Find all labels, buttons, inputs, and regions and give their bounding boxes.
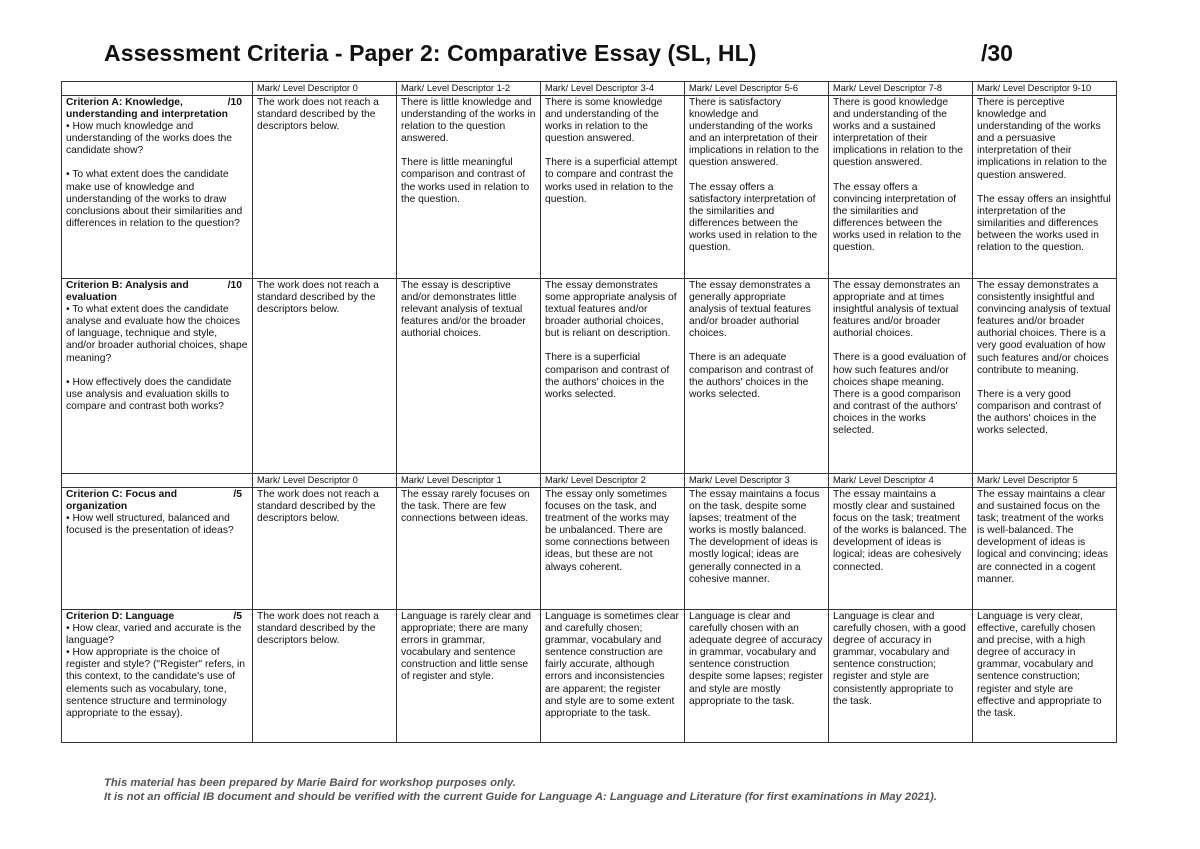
- level-cell: [685, 96, 829, 279]
- level-cell: [973, 488, 1117, 610]
- level-text: The essay offers a satisfactory interpretation of the similarities and differences between the works used in relation to the question.: [689, 181, 818, 254]
- level-text: There is a very good comparison and contrast of the authors' choices in the works selected.: [977, 388, 1102, 437]
- level-text: There is satisfactory knowledge and understanding of the works and an interpretation of their implications in relation to the question answered.: [689, 97, 819, 169]
- level-text: The essay only sometimes focuses on the task, and treatment of the works may be unbalanced. There are some connections between ideas, but these are not always coherent.: [545, 489, 670, 573]
- header-cell: Mark/ Level Descriptor 1: [397, 474, 541, 488]
- level-cell: [685, 610, 829, 743]
- level-cell: [829, 488, 973, 610]
- criterion-mark: /10: [227, 97, 242, 108]
- criterion-question: • How appropriate is the choice of register and style? ("Register" refers, in this context, to the candidate's use of elements such as vocabulary, tone, sentence structure and terminology appropriate to the essay).: [66, 647, 245, 719]
- level-cell: [973, 96, 1117, 279]
- level-text: There is perceptive knowledge and understanding of the works and a persuasive interpretation of their implications in relation to the question answered.: [977, 97, 1107, 181]
- level-text: The essay maintains a mostly clear and sustained focus on the task; treatment of the works is balanced. The development of ideas is logical; ideas are cohesively connected.: [833, 489, 967, 573]
- criterion-question: • To what extent does the candidate make use of knowledge and understanding of the works to draw conclusions about their similarities and differences in relation to the question?: [66, 169, 243, 229]
- level-text: There is a superficial attempt to compare and contrast the works used in relation to the question.: [545, 157, 678, 205]
- criterion-mark: /5: [233, 489, 242, 500]
- level-cell: [397, 488, 541, 610]
- level-text: The essay offers an insightful interpretation of the similarities and differences between the works used in relation to the question.: [977, 193, 1111, 254]
- total-mark: /30: [981, 40, 1013, 66]
- level-text: Language is very clear, effective, carefully chosen and precise, with a high degree of accuracy in grammar, vocabulary and sentence construction; register and style are effective and appropriate to the task.: [977, 611, 1102, 719]
- criterion-cell: [62, 279, 253, 474]
- criterion-mark: /5: [233, 611, 242, 622]
- level-text: The essay maintains a focus on the task, despite some lapses; treatment of the works is mostly balanced. The development of ideas is mostly logical; ideas are generally connected in a cohesive manner.: [689, 489, 820, 585]
- level-text: The essay rarely focuses on the task. There are few connections between ideas.: [401, 489, 530, 525]
- criterion-question: • How well structured, balanced and focused is the presentation of ideas?: [66, 513, 234, 537]
- header-cell: Mark/ Level Descriptor 0: [253, 474, 397, 488]
- level-cell: [253, 488, 397, 610]
- level-cell: [973, 610, 1117, 743]
- header-row-b: [62, 474, 1117, 488]
- criterion-question: • How clear, varied and accurate is the language?: [66, 623, 242, 647]
- level-cell: [541, 488, 685, 610]
- header-row-a: [62, 82, 1117, 96]
- level-cell: [829, 279, 973, 474]
- footer-note: [104, 776, 937, 804]
- header-empty: [62, 474, 253, 488]
- level-cell: [397, 96, 541, 279]
- criterion-question: • How effectively does the candidate use analysis and evaluation skills to compare and contrast both works?: [66, 376, 232, 412]
- level-text: The work does not reach a standard described by the descriptors below.: [257, 611, 379, 647]
- level-cell: [541, 610, 685, 743]
- level-text: The work does not reach a standard described by the descriptors below.: [257, 97, 379, 133]
- level-text: There is an adequate comparison and contrast of the authors' choices in the works selected.: [689, 352, 814, 400]
- criterion-name: /10 Criterion B: Analysis and evaluation: [66, 280, 248, 304]
- level-cell: [829, 96, 973, 279]
- level-text: The essay is descriptive and/or demonstrates little relevant analysis of textual features and/or the broader authorial choices.: [401, 280, 526, 340]
- header-cell: Mark/ Level Descriptor 5-6: [685, 82, 829, 96]
- level-text: The essay maintains a clear and sustained focus on the task; treatment of the works is well-balanced. The development of ideas is logical and convincing; ideas are connected in a cogent manner.: [977, 489, 1109, 585]
- criterion-name: /5 Criterion D: Language: [66, 611, 248, 623]
- criterion-name: /5 Criterion C: Focus and organization: [66, 489, 248, 513]
- criterion-mark: /10: [227, 280, 242, 291]
- level-cell: [253, 96, 397, 279]
- header-cell: Mark/ Level Descriptor 3: [685, 474, 829, 488]
- level-text: The essay offers a convincing interpretation of the similarities and differences between the works used in relation to the question.: [833, 181, 962, 254]
- header-cell: Mark/ Level Descriptor 1-2: [397, 82, 541, 96]
- level-text: The essay demonstrates an appropriate and at times insightful analysis of textual features and/or broader authorial choices.: [833, 280, 961, 340]
- level-text: There is good knowledge and understanding of the works and a sustained interpretation of their implications in relation to the question answered.: [833, 97, 963, 169]
- criterion-cell: [62, 488, 253, 610]
- criterion-cell: [62, 610, 253, 743]
- level-cell: [541, 279, 685, 474]
- criterion-question: • To what extent does the candidate analyse and evaluate how the choices of language, technique and style, and/or broader authorial choices, shape meaning?: [66, 304, 248, 364]
- level-cell: [685, 279, 829, 474]
- level-text: The essay demonstrates some appropriate analysis of textual features and/or broader authorial choices, but is reliant on description.: [545, 280, 677, 340]
- criterion-question: • How much knowledge and understanding of the works does the candidate show?: [66, 121, 233, 157]
- header-cell: Mark/ Level Descriptor 9-10: [973, 82, 1117, 96]
- header-empty: [62, 82, 253, 96]
- level-text: There is a good evaluation of how such features and/or choices shape meaning. There is a good comparison and contrast of the authors' choices in the works selected.: [833, 352, 966, 437]
- header-cell: Mark/ Level Descriptor 5: [973, 474, 1117, 488]
- level-text: Language is sometimes clear and carefully chosen; grammar, vocabulary and sentence construction are fairly accurate, although errors and inconsistencies are apparent; the register and style are to some extent appropriate to the task.: [545, 611, 679, 719]
- level-cell: [829, 610, 973, 743]
- criterion-name: /10 Criterion A: Knowledge, understanding and interpretation: [66, 97, 248, 121]
- level-cell: [685, 488, 829, 610]
- level-text: The essay demonstrates a generally appropriate analysis of textual features and/or broader authorial choices.: [689, 280, 811, 340]
- level-text: The work does not reach a standard described by the descriptors below.: [257, 489, 379, 525]
- level-text: Language is rarely clear and appropriate; there are many errors in grammar, vocabulary and sentence construction and little sense of register and style.: [401, 611, 531, 683]
- level-text: There is little knowledge and understanding of the works in relation to the question answered.: [401, 97, 536, 145]
- criterion-row-a: [62, 96, 1117, 279]
- criterion-row-d: [62, 610, 1117, 743]
- level-cell: [973, 279, 1117, 474]
- header-cell: Mark/ Level Descriptor 3-4: [541, 82, 685, 96]
- level-cell: [253, 610, 397, 743]
- level-text: The work does not reach a standard described by the descriptors below.: [257, 280, 379, 316]
- footer-line: This material has been prepared by Marie Baird for workshop purposes only.: [104, 777, 517, 789]
- criterion-row-b: [62, 279, 1117, 474]
- level-text: Language is clear and carefully chosen with an adequate degree of accuracy in grammar, vocabulary and sentence construction despite some lapses; register and style are mostly appropriate to the task.: [689, 611, 823, 707]
- level-text: Language is clear and carefully chosen, with a good degree of accuracy in grammar, vocabulary and sentence construction; register and style are consistently appropriate to the task.: [833, 611, 966, 707]
- level-text: There is a superficial comparison and contrast of the authors' choices in the works selected.: [545, 352, 670, 400]
- level-text: There is little meaningful comparison and contrast of the works used in relation to the question.: [401, 157, 530, 205]
- criterion-row-c: [62, 488, 1117, 610]
- level-cell: [397, 610, 541, 743]
- footer-line: It is not an official IB document and should be verified with the current Guide for Language A: Language and Literature (for first examinations in May 2021).: [104, 791, 937, 803]
- criterion-cell: [62, 96, 253, 279]
- page-title: Assessment Criteria - Paper 2: Comparative Essay (SL, HL): [104, 40, 757, 66]
- header-cell: Mark/ Level Descriptor 2: [541, 474, 685, 488]
- header-cell: Mark/ Level Descriptor 7-8: [829, 82, 973, 96]
- level-cell: [397, 279, 541, 474]
- level-text: There is some knowledge and understanding of the works in relation to the question answered.: [545, 97, 663, 145]
- level-text: The essay demonstrates a consistently insightful and convincing analysis of textual features and/or broader authorial choices. There is a very good evaluation of how such features and/or choices contribute to meaning.: [977, 280, 1111, 376]
- header-cell: Mark/ Level Descriptor 4: [829, 474, 973, 488]
- header-cell: Mark/ Level Descriptor 0: [253, 82, 397, 96]
- level-cell: [541, 96, 685, 279]
- level-cell: [253, 279, 397, 474]
- rubric-table: [61, 81, 1117, 743]
